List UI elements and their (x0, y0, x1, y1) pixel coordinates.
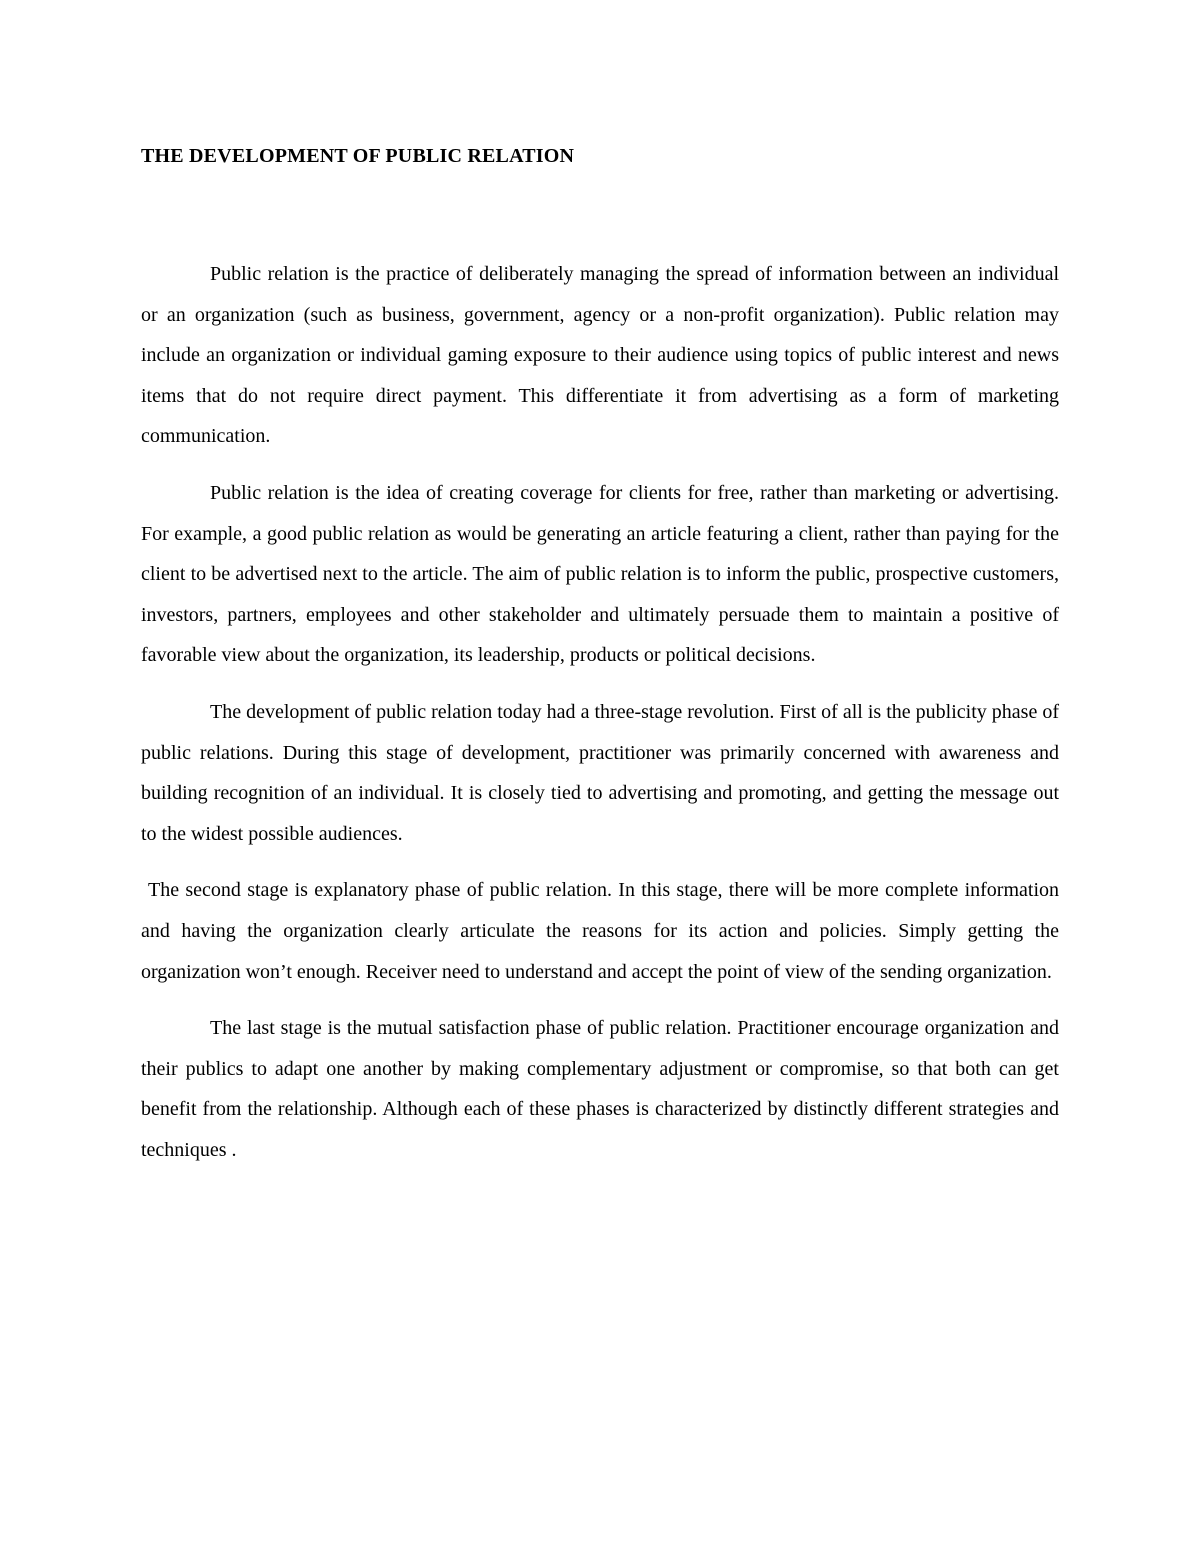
document-title: THE DEVELOPMENT OF PUBLIC RELATION (141, 145, 575, 167)
document-content (141, 140, 1059, 1186)
paragraph-definition: Public relation is the practice of deliberately managing the spread of information between an individual or an organization (such as business, government, agency or a non-profit organization). Public relation may include an organization or individual gaming exposure to their audience using topics of public interest and news items that do not require direct payment. This differentiate it from advertising as a form of marketing communication. (141, 263, 1059, 448)
document-body (141, 254, 1059, 1170)
paragraph-publicity-phase: The development of public relation today had a three-stage revolution. First of all is the publicity phase of public relations. During this stage of development, practitioner was primarily concerned with awareness and building recognition of an individual. It is closely tied to advertising and promoting, and getting the message out to the widest possible audiences. (141, 700, 1059, 845)
paragraph-mutual-satisfaction-phase: The last stage is the mutual satisfaction phase of public relation. Practitioner encourage organization and their publics to adapt one another by making complementary adjustment or compromise, so that both can get benefit from the relationship. Although each of these phases is characterized by distinctly different strategies and techniques . (141, 1017, 1059, 1161)
paragraph-coverage: Public relation is the idea of creating coverage for clients for free, rather than marketing or advertising. For example, a good public relation as would be generating an article featuring a client, rather than paying for the client to be advertised next to the article. The aim of public relation is to inform the public, prospective customers, investors, partners, employees and other stakeholder and ultimately persuade them to maintain a positive of favorable view about the organization, its leadership, products or political decisions. (141, 481, 1059, 667)
paragraph-explanatory-phase: The second stage is explanatory phase of public relation. In this stage, there will be more complete information and having the organization clearly articulate the reasons for its action and policies. Simply getting the organization won’t enough. Receiver need to understand and accept the point of view of the sending organization. (141, 879, 1059, 983)
